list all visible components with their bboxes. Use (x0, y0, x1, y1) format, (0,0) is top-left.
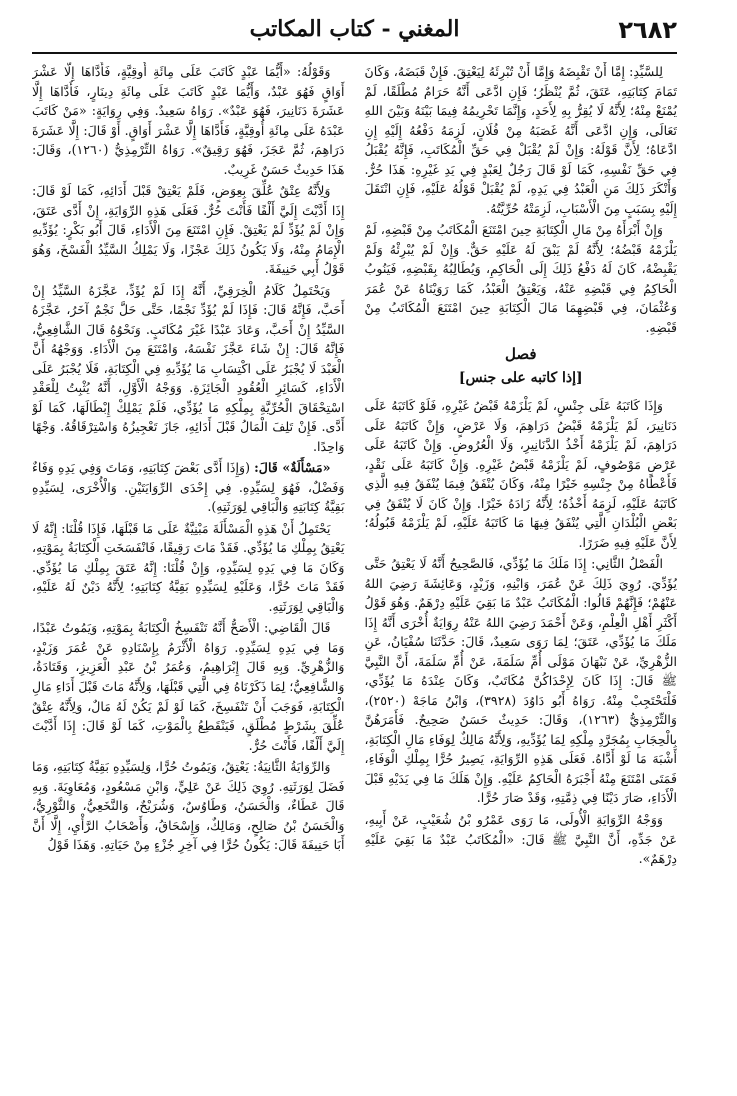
paragraph: وَإِذَا كَاتَبَهُ عَلَى جِنْسٍ، لَمْ يَلْزَمْهُ قَبْضُ غَيْرِهِ، فَلَوْ كَاتَبَهُ عَلَى دَنَانِيرَ، لَمْ يَلْزَمْهُ قَبْضُ دَرَاهِمَ، وَلَا عَرْضٍ، وَإِنْ كَاتَبَهُ عَلَى دَرَاهِمَ، لَمْ يَلْزَمْهُ أَخْذُ الدَّنَانِيرِ، وَلَا الْعُرُوضِ. وَإِنْ كَاتَبَهُ عَلَى عَرْضٍ مَوْصُوفٍ، لَمْ يَلْزَمْهُ قَبْضُ غَيْرِهِ. وَإِنْ كَاتَبَهُ عَلَى نَقْدٍ، فَأَعْطَاهُ مِنْ جِنْسِهِ خَيْرًا مِنْهُ، وَكَانَ يُنْفَقُ فِيمَا يُنْفَقُ فِيهِ الَّذِي كَاتَبَهُ عَلَيْهِ، لَزِمَهُ أَخْذُهُ؛ لِأَنَّهُ زَادَهُ خَيْرًا. وَإِنْ كَانَ لَا يُنْفَقُ فِي بَعْضِ الْبُلْدَانِ الَّتِي يُنْفَقُ فِيهَا مَا كَاتَبَهُ عَلَيْهِ، لَمْ يَلْزَمْهُ قَبُولُهُ؛ لِأَنَّ عَلَيْهِ فِيهِ ضَرَرًا. (364, 398, 677, 550)
page-header (32, 10, 677, 54)
paragraph: الْفَصْلُ الثَّانِي: إِذَا مَلَكَ مَا يُؤَدِّي، فَالصَّحِيحُ أَنَّهُ لَا يَعْتِقُ حَتَّى يُؤَدِّيَ. رُوِيَ ذَلِكَ عَنْ عُمَرَ، وَابْنِهِ، وَزَيْدٍ، وَعَائِشَةَ رَضِيَ اللهُ عَنْهُمْ؛ فَإِنَّهُمْ قَالُوا: الْمُكَاتَبُ عَبْدٌ مَا بَقِيَ عَلَيْهِ دِرْهَمٌ. وَهُوَ قَوْلُ أَكْثَرِ أَهْلِ الْعِلْمِ، وَعَنْ أَحْمَدَ رَضِيَ اللهُ عَنْهُ رِوَايَةٌ أُخْرَى أَنَّهُ إِذَا مَلَكَ مَا يُؤَدِّي، عَتَقَ؛ لِمَا رَوَى سَعِيدٌ، قَالَ: حَدَّثَنَا سُفْيَانُ، عَنِ الزُّهْرِيِّ، عَنْ نَبْهَانَ مَوْلَى أُمِّ سَلَمَةَ، عَنْ أُمِّ سَلَمَةَ، أَنَّ النَّبِيَّ ﷺ قَالَ: إِذَا كَانَ لِإِحْدَاكُنَّ مُكَاتَبٌ، وَكَانَ عِنْدَهُ مَا يُؤَدِّي، فَلْتَحْتَجِبْ مِنْهُ. رَوَاهُ أَبُو دَاوُدَ (٣٩٢٨)، وَابْنُ مَاجَهْ (٢٥٢٠)، وَالتِّرْمِذِيُّ (١٢٦٣)، وَقَالَ: حَدِيثٌ حَسَنٌ صَحِيحٌ. فَأَمَرَهُنَّ بِالْحِجَابِ بِمُجَرَّدِ مِلْكِهِ لِمَا يُؤَدِّيهِ، وَلِأَنَّهُ مَالِكٌ لِوَفَاءِ مَالِ الْكِتَابَةِ، أَشْبَهَ مَا لَوْ أَدَّاهُ. فَعَلَى هَذِهِ الرِّوَايَةِ، يَصِيرُ حُرًّا بِمِلْكِ الْوَفَاءِ، فَمَتَى امْتَنَعَ مِنْهُ أَجْبَرَهُ الْحَاكِمُ عَلَيْهِ. وَإِنْ هَلَكَ مَا فِي يَدَيْهِ قَبْلَ الْأَدَاءِ، صَارَ دَيْنًا فِي ذِمَّتِهِ، وَقَدْ صَارَ حُرًّا. (364, 556, 677, 806)
masala-label: «مَسْأَلَةٌ» قَالَ: (254, 460, 331, 476)
paragraph: يَحْتَمِلُ أَنْ هَذِهِ الْمَسْأَلَةَ مَبْنِيَّةٌ عَلَى مَا قَبْلَهَا، فَإِذَا قُلْنَا: إِنَّهُ لَا يَعْتِقُ بِمِلْكِ مَا يُؤَدِّي. فَقَدْ مَاتَ رَقِيقًا، فَانْفَسَخَتِ الْكِتَابَةُ بِمَوْتِهِ، وَكَانَ مَا فِي يَدِهِ لِسَيِّدِهِ، وَإِنْ قُلْنَا: إِنَّهُ عَتَقَ بِمِلْكِ مَا يُؤَدِّي. فَقَدْ مَاتَ حُرًّا، وَعَلَيْهِ لِسَيِّدِهِ بَقِيَّةُ كِتَابَتِهِ؛ لِأَنَّهُ دَيْنٌ لَهُ عَلَيْهِ، وَالْبَاقِي لِوَرَثَتِهِ. (32, 520, 345, 614)
paragraph: وَلِأَنَّهُ عِتْقٌ عُلِّقَ بِعِوَضٍ، فَلَمْ يَعْتِقْ قَبْلَ أَدَائِهِ، كَمَا لَوْ قَالَ: إِذَا أَدَّيْتَ إِلَيَّ أَلْفًا فَأَنْتَ حُرٌّ. فَعَلَى هَذِهِ الرِّوَايَةِ، إِنْ أَدَّى عَتَقَ، وَإِنْ لَمْ يُؤَدِّ لَمْ يَعْتِقْ. فَإِنِ امْتَنَعَ مِنَ الْأَدَاءِ، قَالَ أَبُو بَكْرٍ: يُؤَدِّيهِ الْإِمَامُ مِنْهُ، وَلَا يَكُونُ ذَلِكَ عَجْزًا، وَلَا يَمْلِكُ السَّيِّدُ الْفَسْخَ، وَهُوَ قَوْلُ أَبِي حَنِيفَةَ. (32, 183, 345, 277)
left-column (32, 62, 345, 1066)
paragraph: لِلسَّيِّدِ: إِمَّا أَنْ تَقْبِضَهُ وَإِمَّا أَنْ تُبْرِئَهُ لِيَعْتِقَ. فَإِنْ قَبَضَهُ، وَكَانَ تَمَامَ كِتَابَتِهِ، عَتَقَ، ثُمَّ يُنْظَرُ؛ فَإِنِ ادَّعَى أَنَّهُ حَرَامٌ مُطْلَقًا، لَمْ يُمْنَعْ مِنْهُ؛ لِأَنَّهُ لَا يُقِرُّ بِهِ لِأَحَدٍ، وَإِنَّمَا تَحْرِيمُهُ فِيمَا بَيْنَهُ وَبَيْنَ اللهِ تَعَالَى، وَإِنِ ادَّعَى أَنَّهُ غَصَبَهُ مِنْ فُلَانٍ، لَزِمَهُ دَفْعُهُ إِلَيْهِ إِنِ ادَّعَاهُ؛ لِأَنَّ قَوْلَهُ: وَإِنْ لَمْ يُقْبَلْ فِي حَقِّ الْمُكَاتَبِ، فَإِنَّهُ يُقْبَلُ فِي حَقِّ نَفْسِهِ، كَمَا لَوْ قَالَ رَجُلٌ لِعَبْدٍ فِي يَدِ غَيْرِهِ: هَذَا حُرٌّ. وَأَنْكَرَ ذَلِكَ مَنِ الْعَبْدُ فِي يَدِهِ، لَمْ يُقْبَلْ قَوْلُهُ عَلَيْهِ، فَإِنِ انْتَقَلَ إِلَيْهِ بِسَبَبٍ مِنَ الْأَسْبَابِ، لَزِمَتْهُ حُرِّيَّتُهُ. (364, 64, 677, 216)
masala-paragraph (32, 458, 345, 517)
paragraph: قَالَ الْقَاضِي: الْأَصَحُّ أَنَّهُ تَنْفَسِخُ الْكِتَابَةُ بِمَوْتِهِ، وَيَمُوتُ عَبْدًا، وَمَا فِي يَدِهِ لِسَيِّدِهِ. رَوَاهُ الْأَثْرَمُ بِإِسْنَادِهِ عَنْ عُمَرَ وَزَيْدٍ، وَالزُّهْرِيِّ. وَبِهِ قَالَ إِبْرَاهِيمُ، وَعُمَرُ بْنُ عَبْدِ الْعَزِيزِ، وَقَتَادَةُ، وَالشَّافِعِيُّ؛ لِمَا ذَكَرْنَاهُ فِي الَّتِي قَبْلَهَا، وَلِأَنَّهُ مَاتَ قَبْلَ أَدَاءِ مَالِ الْكِتَابَةِ، فَوَجَبَ أَنْ تَنْفَسِخَ، كَمَا لَوْ لَمْ يَكُنْ لَهُ مَالٌ، وَلِأَنَّهُ عِتْقٌ عُلِّقَ بِشَرْطٍ مُطْلَقٍ، فَيَنْقَطِعُ بِالْمَوْتِ، كَمَا لَوْ قَالَ: إِذَا أَدَّيْتَ إِلَيَّ أَلْفًا، فَأَنْتَ حُرٌّ. (32, 620, 345, 753)
section-title: فصل (504, 345, 537, 364)
header-rule (32, 52, 677, 54)
text-columns (32, 62, 677, 1066)
section-subtitle: [إذا كاتبه على جنس] (458, 370, 583, 387)
masala-text: (وَإِذَا أَدَّى بَعْضَ كِتَابَتِهِ، وَمَاتَ وَفِي يَدِهِ وَفَاءٌ وَفَضْلٌ، فَهُوَ لِسَيِّدِهِ. فِي إِحْدَى الرِّوَايَتَيْنِ. وَالْأُخْرَى، لِسَيِّدِهِ بَقِيَّةُ كِتَابَتِهِ وَالْبَاقِي لِوَرَثَتِهِ). (32, 460, 345, 515)
paragraph: وَقَوْلُهُ: «أَيُّمَا عَبْدٍ كَاتَبَ عَلَى مِائَةِ أُوقِيَّةٍ، فَأَدَّاهَا إِلَّا عَشْرَ أَوَاقٍ فَهُوَ عَبْدٌ، وَأَيُّمَا عَبْدٍ كَاتَبَ عَلَى مِائَةِ دِينَارٍ، فَأَدَّاهَا إِلَّا عَشَرَةَ دَنَانِيرَ، فَهُوَ عَبْدٌ». رَوَاهُ سَعِيدٌ. وَفِي رِوَايَةٍ: «مَنْ كَاتَبَ عَبْدَهُ عَلَى مِائَةِ أُوقِيَّةٍ، فَأَدَّاهَا إِلَّا عَشْرَ أَوَاقٍ. أَوْ قَالَ: إِلَّا عَشَرَةَ دَرَاهِمَ، ثُمَّ عَجَزَ، فَهُوَ رَقِيقٌ». رَوَاهُ التِّرْمِذِيُّ (١٢٦٠)، وَقَالَ: هَذَا حَدِيثٌ حَسَنٌ غَرِيبٌ. (32, 64, 345, 177)
running-title: المغني - كتاب المكاتب (249, 16, 460, 42)
paragraph: وَإِنْ أَبْرَأَهُ مِنْ مَالِ الْكِتَابَةِ حِينَ امْتَنَعَ الْمُكَاتَبُ مِنْ قَبْضِهِ، لَمْ يَلْزَمْهُ قَبْضُهُ؛ لِأَنَّهُ لَمْ يَبْقَ لَهُ عَلَيْهِ حَقٌّ. وَإِنْ لَمْ يُبْرِئْهُ وَلَمْ يَقْبِضْهُ، كَانَ لَهُ دَفْعُ ذَلِكَ إِلَى الْحَاكِمِ، وَيُطَالِبُهُ بِقَبْضِهِ، فَيَنُوبُ الْحَاكِمُ فِي قَبْضِهِ عَنْهُ، وَيَعْتِقُ الْعَبْدُ، كَمَا رَوَيْنَاهُ عَنْ عُمَرَ وَعُثْمَانَ، فِي قَبْضِهِمَا مَالَ الْكِتَابَةِ حِينَ امْتَنَعَ الْمُكَاتَبُ مِنْ قَبْضِهِ. (364, 222, 677, 335)
paragraph: وَوَجْهُ الرِّوَايَةِ الْأُولَى، مَا رَوَى عَمْرُو بْنُ شُعَيْبٍ، عَنْ أَبِيهِ، عَنْ جَدِّهِ، أَنَّ النَّبِيَّ ﷺ قَالَ: «الْمُكَاتَبُ عَبْدٌ مَا بَقِيَ عَلَيْهِ دِرْهَمٌ». (364, 811, 677, 867)
paragraph: وَيَحْتَمِلُ كَلَامُ الْخِرَقِيِّ، أَنَّهُ إِذَا لَمْ يُؤَدِّ، عَجَّزَهُ السَّيِّدُ إِنْ أَحَبَّ، فَإِنَّهُ قَالَ: فَإِذَا لَمْ يُؤَدِّ نَجْمًا، حَتَّى حَلَّ نَجْمٌ آخَرُ، عَجَّزَهُ السَّيِّدُ إِنْ أَحَبَّ، وَعَادَ عَبْدًا غَيْرَ مُكَاتَبٍ. وَنَحْوُهُ قَالَ الشَّافِعِيُّ، فَإِنَّهُ قَالَ: إِنْ شَاءَ عَجَّزَ نَفْسَهُ، وَامْتَنَعَ مِنَ الْأَدَاءِ. وَوَجْهُهُ أَنَّ الْعَبْدَ لَا يُجْبَرُ عَلَى اكْتِسَابِ مَا يُؤَدِّيهِ فِي الْكِتَابَةِ، فَلَا يُجْبَرُ عَلَى الْأَدَاءِ، كَسَائِرِ الْعُقُودِ الْجَائِزَةِ. وَوَجْهُ الْأَوَّلِ، أَنَّهُ يُثْبِتُ لِلْعَقْدِ اسْتِحْقَاقَ الْحُرِّيَّةِ بِمِلْكِهِ مَا يُؤَدِّي، فَلَمْ يَمْلِكْ إِبْطَالَهَا، كَمَا لَوْ أَدَّى. فَإِنْ تَلِفَ الْمَالُ قَبْلَ أَدَائِهِ، جَازَ تَعْجِيزُهُ وَاسْتِرْقَاقُهُ. وَجْهًا وَاحِدًا. (32, 282, 345, 454)
page-number: ٢٦٨٢ (618, 16, 677, 44)
paragraph: وَالرِّوَايَةُ الثَّانِيَةُ: يَعْتِقُ، وَيَمُوتُ حُرًّا، وَلِسَيِّدِهِ بَقِيَّةُ كِتَابَتِهِ، وَمَا فَضَلَ لِوَرَثَتِهِ. رُوِيَ ذَلِكَ عَنْ عَلِيٍّ، وَابْنِ مَسْعُودٍ، وَمُعَاوِيَةَ. وَبِهِ قَالَ عَطَاءٌ، وَالْحَسَنُ، وَطَاوُسٌ، وَشُرَيْحٌ، وَالنَّخَعِيُّ، وَالثَّوْرِيُّ، وَالْحَسَنُ بْنُ صَالِحٍ، وَمَالِكٌ، وَإِسْحَاقُ، وَأَصْحَابُ الرَّأْيِ، إِلَّا أَنَّ أَبَا حَنِيفَةَ قَالَ: يَكُونُ حُرًّا فِي آخِرِ جُزْءٍ مِنْ حَيَاتِهِ. وَهَذَا قَوْلُ (32, 759, 345, 853)
right-column (365, 62, 678, 1066)
